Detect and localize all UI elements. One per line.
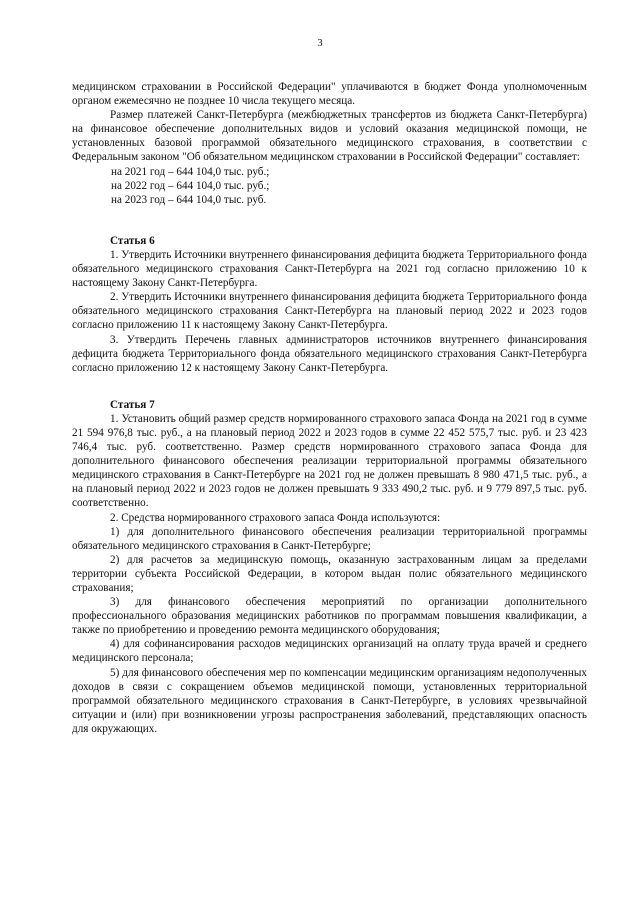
paragraph-continuation: медицинском страховании в Российской Федерации" уплачиваются в бюджет Фонда уполномоченным органом ежемесячно не позднее 10 числа текущего месяца. [72,81,587,108]
article-6-item-1: 1. Утвердить Источники внутреннего финансирования дефицита бюджета Территориального фонда обязательного медицинского страхования Санкт-Петербурга на 2021 год согласно приложению 10 к настоящему Закону Санкт-Петербурга. [72,248,587,290]
article-7-subitem-1: 1) для дополнительного финансового обеспечения реализации территориальной программы обязательного медицинского страхования в Санкт-Петербурге; [72,525,587,552]
article-6-item-2: 2. Утвердить Источники внутреннего финансирования дефицита бюджета Территориального фонда обязательного медицинского страхования Санкт-Петербурга на плановый период 2022 и 2023 годов согласно приложению 11 к настоящему Закону Санкт-Петербурга. [72,291,587,332]
article-7-title: Статья 7 [110,398,155,411]
article-6-item-3: 3. Утвердить Перечень главных администраторов источников внутреннего финансирования дефицита бюджета Территориального фонда обязательного медицинского страхования Санкт-Петербурга согласно приложению 12 к настоящему Закону Санкт-Петербурга. [72,333,587,374]
amount-2022: на 2022 год – 644 104,0 тыс. руб.; [111,179,270,192]
document-body [72,80,587,736]
article-7-subitem-3: 3) для финансового обеспечения мероприятий по организации дополнительного профессионального образования медицинских работников по программам повышения квалификации, а также по приобретению и проведению ремонта медицинского оборудования; [72,596,587,637]
page-number: 3 [317,38,323,49]
article-7-subitem-5: 5) для финансового обеспечения мер по компенсации медицинским организациям недополученных доходов в связи с сокращением объемов медицинской помощи, установленных территориальной программой обязательного медицинского страхования в Санкт-Петербурге, в условиях чрезвычайной ситуации и (или) при возникновении угрозы распространения заболеваний, представляющих опасность для окружающих. [72,666,587,735]
article-7-item-2: 2. Средства нормированного страхового запаса Фонда используются: [110,511,441,524]
article-7-item-1: 1. Установить общий размер средств нормированного страхового запаса Фонда на 2021 год в сумме 21 594 976,8 тыс. руб., а на плановый период 2022 и 2023 годов в сумме 22 452 575,7 тыс. руб. и 23 423 746,4 тыс. руб. соответственно. Размер средств нормированного страхового запаса Фонда для дополнительного финансового обеспечения реализации территориальной программы обязательного медицинского страхования в Санкт-Петербурге на 2021 год не должен превышать 8 980 471,5 тыс. руб., а на плановый период 2022 и 2023 годов не должен превышать 9 333 490,2 тыс. руб. и 9 779 897,5 тыс. руб. соответственно. [72,412,587,510]
amount-2021: на 2021 год – 644 104,0 тыс. руб.; [111,165,270,178]
article-7-subitem-2: 2) для расчетов за медицинскую помощь, оказанную застрахованным лицам за пределами территории субъекта Российской Федерации, в котором выдан полис обязательного медицинского страхования; [72,553,587,594]
article-6-title: Статья 6 [110,234,155,247]
article-7-subitem-4: 4) для софинансирования расходов медицинских организаций на оплату труда врачей и среднего медицинского персонала; [72,638,587,665]
paragraph-payments: Размер платежей Санкт-Петербурга (межбюджетных трансфертов из бюджета Санкт-Петербурга) на финансовое обеспечение дополнительных видов и условий оказания медицинской помощи, не установленных базовой программой обязательного медицинского страхования, в соответствии с Федеральным законом "Об обязательном медицинском страховании в Российской Федерации" составляет: [72,109,587,164]
amount-2023: на 2023 год – 644 104,0 тыс. руб. [111,193,267,206]
